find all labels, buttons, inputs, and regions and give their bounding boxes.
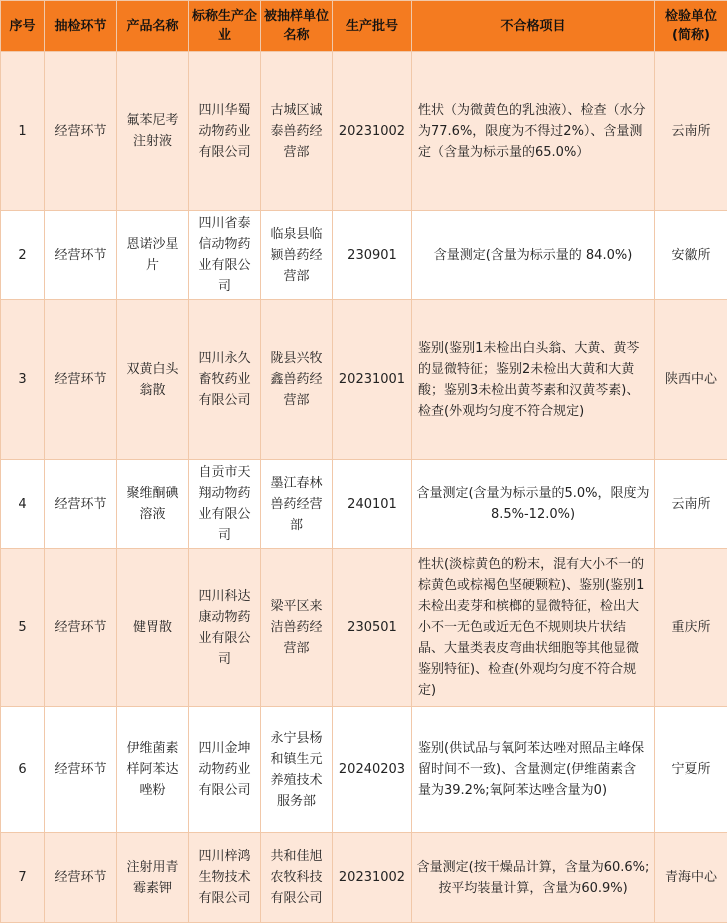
cell-issue: 鉴别(鉴别1未检出白头翁、大黄、黄芩的显微特征；鉴别2未检出大黄和大黄酸；鉴别3未检出黄芩素和汉黄芩素)、检查(外观均匀度不符合规定) [412,300,655,460]
header-sampled-unit: 被抽样单位名称 [261,1,333,52]
cell-manufacturer: 自贡市天翔动物药业有限公司 [189,460,261,549]
cell-lab: 青海中心 [655,833,727,923]
table-row [1,52,727,211]
cell-lab: 云南所 [655,460,727,549]
cell-manufacturer: 四川省泰信动物药业有限公司 [189,211,261,300]
table-row [1,300,727,460]
header-row [1,1,727,52]
cell-manufacturer: 四川梓鸿生物技术有限公司 [189,833,261,923]
cell-batch: 230501 [333,549,412,707]
cell-manufacturer: 四川科达康动物药业有限公司 [189,549,261,707]
cell-issue: 鉴别(供试品与氧阿苯达唑对照品主峰保留时间不一致)、含量测定(伊维菌素含量为39.2%;氧阿苯达唑含量为0) [412,707,655,833]
cell-stage: 经营环节 [45,300,117,460]
cell-product: 双黄白头翁散 [117,300,189,460]
cell-no: 2 [1,211,45,300]
cell-no: 4 [1,460,45,549]
cell-stage: 经营环节 [45,211,117,300]
cell-product: 伊维菌素样阿苯达唑粉 [117,707,189,833]
cell-stage: 经营环节 [45,833,117,923]
cell-issue: 含量测定(含量为标示量的5.0%，限度为8.5%-12.0%) [412,460,655,549]
header-issue: 不合格项目 [412,1,655,52]
cell-sampled-unit: 临泉县临颍兽药经营部 [261,211,333,300]
cell-issue: 含量测定(按干燥品计算，含量为60.6%;按平均装量计算，含量为60.9%) [412,833,655,923]
table-body [1,52,727,923]
table-row [1,460,727,549]
cell-sampled-unit: 墨江春林兽药经营部 [261,460,333,549]
cell-lab: 重庆所 [655,549,727,707]
cell-sampled-unit: 陇县兴牧鑫兽药经营部 [261,300,333,460]
header-no: 序号 [1,1,45,52]
table-row [1,211,727,300]
cell-sampled-unit: 永宁县杨和镇生元养殖技术服务部 [261,707,333,833]
cell-batch: 230901 [333,211,412,300]
table-row [1,833,727,923]
cell-lab: 云南所 [655,52,727,211]
header-lab: 检验单位(简称) [655,1,727,52]
cell-issue: 性状(淡棕黄色的粉末，混有大小不一的棕黄色或棕褐色坚硬颗粒)、鉴别(鉴别1未检出麦芽和槟榔的显微特征，检出大小不一无色或近无色不规则块片状结晶、大量类表皮弯曲状细胞等其他显微鉴别特征)、检查(外观均匀度不符合规定) [412,549,655,707]
header-stage: 抽检环节 [45,1,117,52]
cell-lab: 陕西中心 [655,300,727,460]
table-row [1,707,727,833]
cell-sampled-unit: 古城区诚泰兽药经营部 [261,52,333,211]
header-product: 产品名称 [117,1,189,52]
cell-manufacturer: 四川永久畜牧药业有限公司 [189,300,261,460]
table-row [1,549,727,707]
cell-stage: 经营环节 [45,460,117,549]
cell-stage: 经营环节 [45,549,117,707]
cell-batch: 20231002 [333,833,412,923]
cell-lab: 安徽所 [655,211,727,300]
cell-product: 氟苯尼考注射液 [117,52,189,211]
cell-product: 注射用青霉素钾 [117,833,189,923]
cell-no: 1 [1,52,45,211]
cell-issue: 性状（为微黄色的乳浊液）、检查（水分为77.6%，限度为不得过2%）、含量测定（含量为标示量的65.0%） [412,52,655,211]
cell-sampled-unit: 共和佳旭农牧科技有限公司 [261,833,333,923]
cell-batch: 20231002 [333,52,412,211]
cell-stage: 经营环节 [45,707,117,833]
cell-no: 7 [1,833,45,923]
cell-product: 聚维酮碘溶液 [117,460,189,549]
cell-manufacturer: 四川金坤动物药业有限公司 [189,707,261,833]
cell-product: 健胃散 [117,549,189,707]
header-manufacturer: 标称生产企业 [189,1,261,52]
cell-stage: 经营环节 [45,52,117,211]
cell-issue: 含量测定(含量为标示量的 84.0%) [412,211,655,300]
cell-lab: 宁夏所 [655,707,727,833]
header-batch: 生产批号 [333,1,412,52]
cell-batch: 240101 [333,460,412,549]
cell-no: 3 [1,300,45,460]
cell-no: 6 [1,707,45,833]
cell-sampled-unit: 梁平区来洁兽药经营部 [261,549,333,707]
cell-batch: 20240203 [333,707,412,833]
table-header [1,1,727,52]
cell-no: 5 [1,549,45,707]
cell-product: 恩诺沙星片 [117,211,189,300]
cell-manufacturer: 四川华蜀动物药业有限公司 [189,52,261,211]
cell-batch: 20231001 [333,300,412,460]
